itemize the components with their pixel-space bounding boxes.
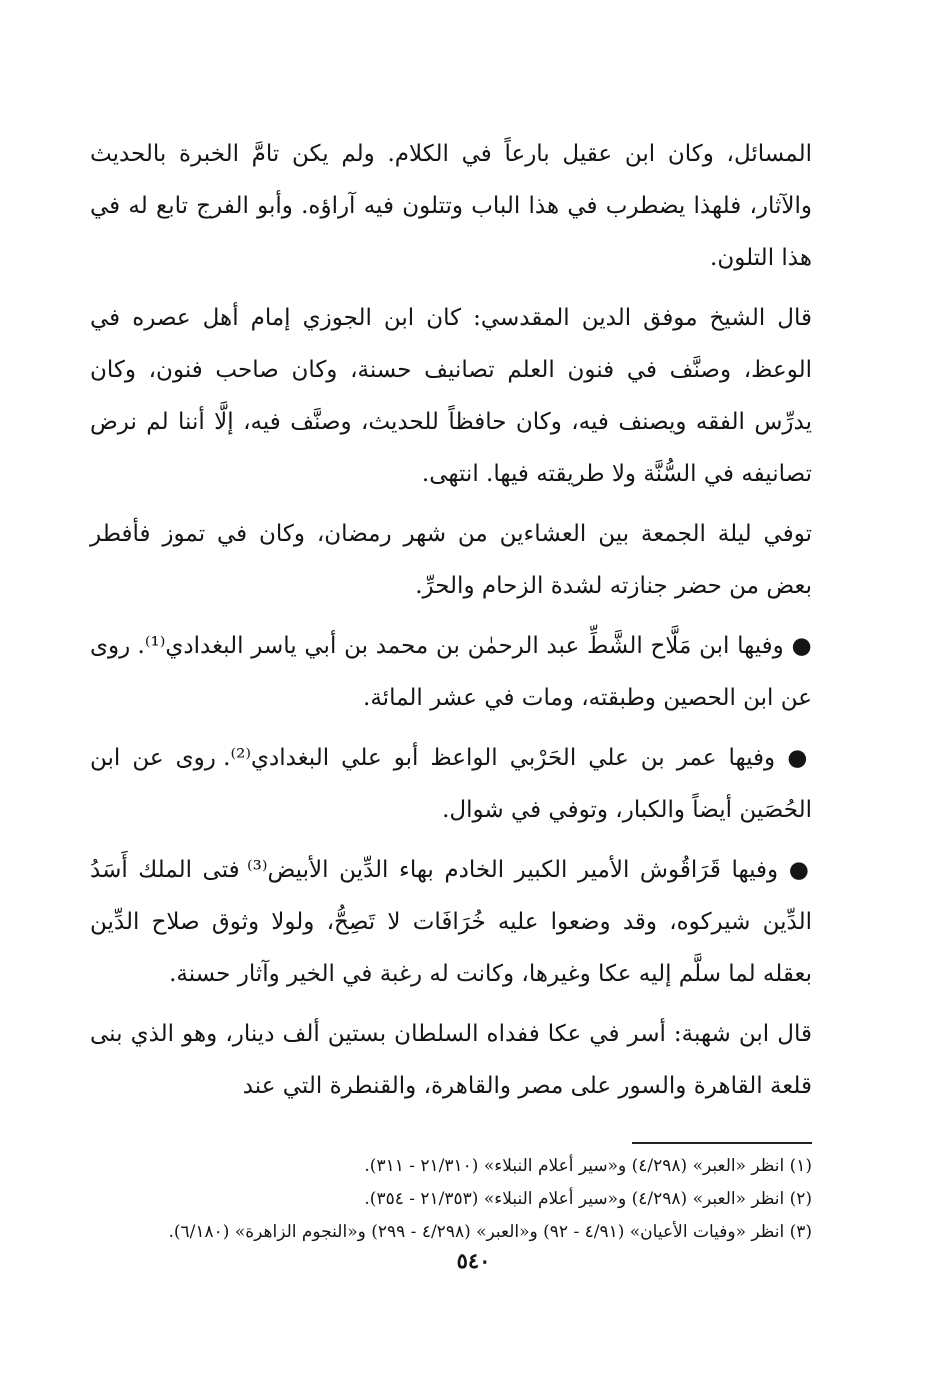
page-number: ٥٤٠ (456, 1248, 491, 1273)
body-paragraph: قال الشيخ موفق الدين المقدسي: كان ابن الجوزي إمام أهل عصره في الوعظ، وصنَّف في فنون العلم تصانيف حسنة، وكان صاحب فنون، وكان يدرِّس الفقه ويصنف فيه، وكان حافظاً للحديث، وصنَّف فيه، إلَّا أننا لم نرض تصانيفه في السُّنَّة ولا طريقته فيها. انتهى. (90, 305, 812, 487)
obituary-entry: ● وفيها عمر بن علي الحَرْبي الواعظ أبو علي البغدادي⁽²⁾. روى عن ابن الحُصَين أيضاً والكبار، وتوفي في شوال. (90, 745, 812, 823)
page-body (90, 128, 812, 1249)
body-paragraph: المسائل، وكان ابن عقيل بارعاً في الكلام. ولم يكن تامَّ الخبرة بالحديث والآثار، فلهذا يضطرب في هذا الباب وتتلون فيه آراؤه. وأبو الفرج تابع له في هذا التلون. (90, 141, 812, 271)
body-paragraph: قال ابن شهبة: أسر في عكا ففداه السلطان بستين ألف دينار، وهو الذي بنى قلعة القاهرة والسور على مصر والقاهرة، والقنطرة التي عند (90, 1021, 812, 1099)
obituary-entry: ● وفيها قَرَاقُوش الأمير الكبير الخادم بهاء الدِّين الأبيض⁽³⁾ فتى الملك أَسَدُ الدِّين شيركوه، وقد وضعوا عليه خُرَافَات لا تَصِحُّ، ولولا وثوق صلاح الدِّين بعقله لما سلَّم إليه عكا وغيرها، وكانت له رغبة في الخير وآثار حسنة. (90, 857, 812, 987)
obituary-entry: ● وفيها ابن مَلَّاح الشَّطِّ عبد الرحمٰن بن محمد بن أبي ياسر البغدادي⁽¹⁾. روى عن ابن الحصين وطبقته، ومات في عشر المائة. (90, 633, 812, 711)
footnote: (٢) انظر «العبر» (٤/٢٩٨) و«سير أعلام النبلاء» (٢١/٣٥٣ - ٣٥٤). (364, 1189, 812, 1209)
footnote-divider (632, 1142, 812, 1144)
footnote: (٣) انظر «وفيات الأعيان» (٤/٩١ - ٩٢) و«العبر» (٤/٢٩٨ - ٢٩٩) و«النجوم الزاهرة» (٦/١٨٠). (168, 1222, 812, 1242)
body-paragraph: توفي ليلة الجمعة بين العشاءين من شهر رمضان، وكان في تموز فأفطر بعض من حضر جنازته لشدة الزحام والحرِّ. (90, 521, 812, 599)
footnote: (١) انظر «العبر» (٤/٢٩٨) و«سير أعلام النبلاء» (٢١/٣١٠ - ٣١١). (364, 1156, 812, 1176)
